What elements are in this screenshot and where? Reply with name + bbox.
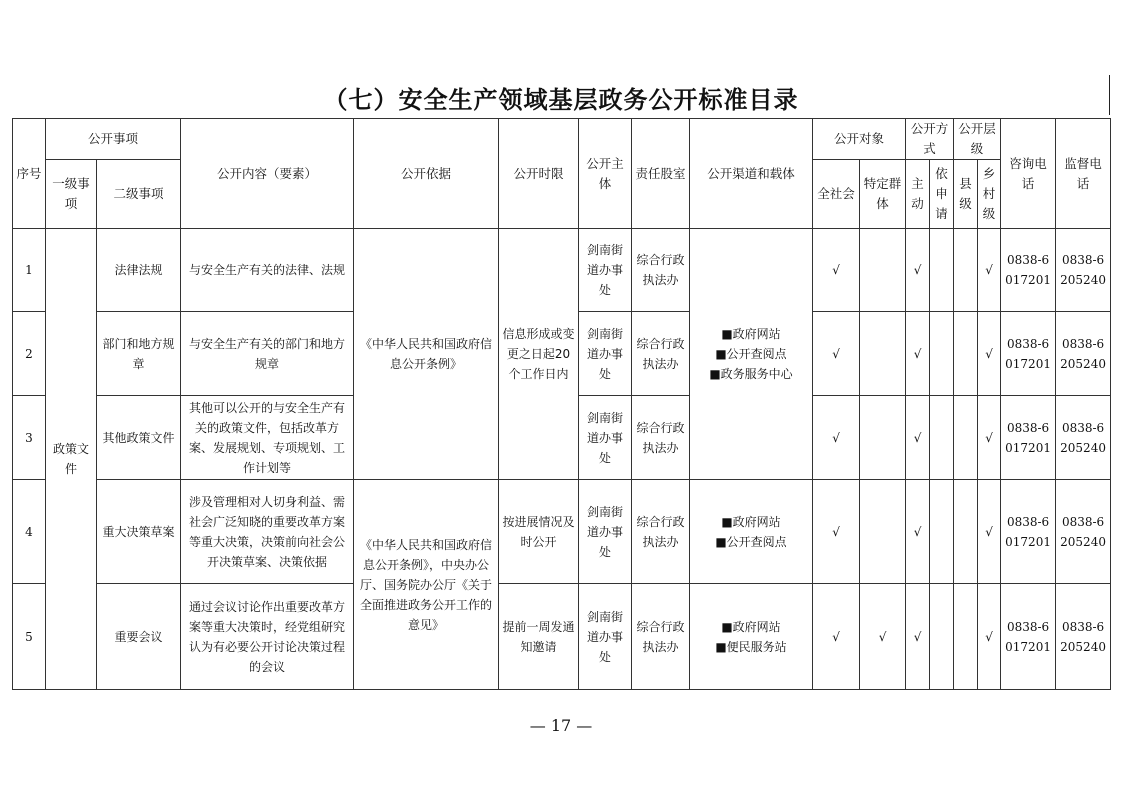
row-active: √ <box>906 229 930 312</box>
row-target-all: √ <box>813 312 860 396</box>
table-row <box>13 229 1111 312</box>
row-dept: 综合行政执法办 <box>632 229 690 312</box>
row-level2: 其他政策文件 <box>97 396 181 480</box>
row-level2: 重大决策草案 <box>97 480 181 584</box>
table-row <box>13 480 1111 584</box>
row-supervise-phone: 0838-6205240 <box>1056 229 1111 312</box>
header-level1: 一级事项 <box>46 160 97 229</box>
row-consult-phone: 0838-6017201 <box>1001 229 1056 312</box>
row-subject: 剑南街道办事处 <box>579 312 632 396</box>
basis-group-2: 《中华人民共和国政府信息公开条例》，中央办公厅、国务院办公厅《关于全面推进政务公开工作的意见》 <box>354 480 499 690</box>
row-village: √ <box>978 229 1001 312</box>
row-county <box>954 229 978 312</box>
row-active: √ <box>906 312 930 396</box>
row-seq: 5 <box>13 584 46 690</box>
row-county <box>954 312 978 396</box>
row-county <box>954 584 978 690</box>
channel-item: ■便民服务站 <box>715 639 787 654</box>
level1-item: 政策文件 <box>46 229 97 690</box>
row-subject: 剑南街道办事处 <box>579 396 632 480</box>
time-group-1: 信息形成或变更之日起20个工作日内 <box>499 229 579 480</box>
row-time-limit: 按进展情况及时公开 <box>499 480 579 584</box>
header-target-special: 特定群体 <box>860 160 906 229</box>
channel-item: ■公开查阅点 <box>715 534 787 549</box>
row-village: √ <box>978 312 1001 396</box>
channel-item: ■政务服务中心 <box>709 367 793 381</box>
row-target-special <box>860 312 906 396</box>
row-county <box>954 480 978 584</box>
row-consult-phone: 0838-6017201 <box>1001 480 1056 584</box>
channel-group-1 <box>690 229 813 480</box>
row-active: √ <box>906 480 930 584</box>
row-dept: 综合行政执法办 <box>632 584 690 690</box>
header-method: 公开方式 <box>906 119 954 160</box>
table-row <box>13 584 1111 690</box>
row-village: √ <box>978 396 1001 480</box>
row-dept: 综合行政执法办 <box>632 396 690 480</box>
row-supervise-phone: 0838-6205240 <box>1056 312 1111 396</box>
row-channel <box>690 584 813 690</box>
row-target-special <box>860 229 906 312</box>
header-basis: 公开依据 <box>354 119 499 229</box>
header-channel: 公开渠道和载体 <box>690 119 813 229</box>
row-seq: 3 <box>13 396 46 480</box>
header-gongkai-shixiang: 公开事项 <box>46 119 181 160</box>
header-level2: 二级事项 <box>97 160 181 229</box>
row-content: 涉及管理相对人切身利益、需社会广泛知晓的重要改革方案等重大决策，决策前向社会公开决策草案、决策依据 <box>181 480 354 584</box>
row-apply <box>930 480 954 584</box>
row-channel <box>690 480 813 584</box>
row-target-all: √ <box>813 480 860 584</box>
channel-item: ■政府网站 <box>721 514 781 529</box>
header-consult-phone: 咨询电话 <box>1001 119 1056 229</box>
row-level2: 部门和地方规章 <box>97 312 181 396</box>
page-number: — 17 — <box>529 716 593 735</box>
header-level: 公开层级 <box>954 119 1001 160</box>
row-apply <box>930 396 954 480</box>
row-apply <box>930 312 954 396</box>
row-dept: 综合行政执法办 <box>632 480 690 584</box>
header-target: 公开对象 <box>813 119 906 160</box>
row-subject: 剑南街道办事处 <box>579 584 632 690</box>
row-target-all: √ <box>813 229 860 312</box>
header-dept: 责任股室 <box>632 119 690 229</box>
row-consult-phone: 0838-6017201 <box>1001 584 1056 690</box>
row-target-all: √ <box>813 584 860 690</box>
row-subject: 剑南街道办事处 <box>579 480 632 584</box>
header-level-village: 乡村级 <box>978 160 1001 229</box>
row-target-all: √ <box>813 396 860 480</box>
row-supervise-phone: 0838-6205240 <box>1056 584 1111 690</box>
row-content: 与安全生产有关的法律、法规 <box>181 229 354 312</box>
channel-item: ■政府网站 <box>721 327 781 341</box>
catalog-table <box>12 118 1111 690</box>
row-apply <box>930 584 954 690</box>
basis-group-1: 《中华人民共和国政府信息公开条例》 <box>354 229 499 480</box>
row-village: √ <box>978 480 1001 584</box>
row-content: 与安全生产有关的部门和地方规章 <box>181 312 354 396</box>
row-county <box>954 396 978 480</box>
row-time-limit: 提前一周发通知邀请 <box>499 584 579 690</box>
channel-item: ■政府网站 <box>721 619 781 634</box>
header-time-limit: 公开时限 <box>499 119 579 229</box>
header-method-active: 主动 <box>906 160 930 229</box>
header-seq: 序号 <box>13 119 46 229</box>
row-supervise-phone: 0838-6205240 <box>1056 480 1111 584</box>
header-subject: 公开主体 <box>579 119 632 229</box>
page-title: （七）安全生产领域基层政务公开标准目录 <box>323 85 799 114</box>
header-content: 公开内容（要素） <box>181 119 354 229</box>
header-target-all: 全社会 <box>813 160 860 229</box>
row-consult-phone: 0838-6017201 <box>1001 312 1056 396</box>
row-seq: 4 <box>13 480 46 584</box>
row-consult-phone: 0838-6017201 <box>1001 396 1056 480</box>
row-level2: 法律法规 <box>97 229 181 312</box>
row-seq: 2 <box>13 312 46 396</box>
row-subject: 剑南街道办事处 <box>579 229 632 312</box>
row-active: √ <box>906 584 930 690</box>
header-supervise-phone: 监督电话 <box>1056 119 1111 229</box>
row-target-special <box>860 396 906 480</box>
row-target-special: √ <box>860 584 906 690</box>
row-content: 其他可以公开的与安全生产有关的政策文件，包括改革方案、发展规划、专项规划、工作计划等 <box>181 396 354 480</box>
row-dept: 综合行政执法办 <box>632 312 690 396</box>
row-apply <box>930 229 954 312</box>
row-supervise-phone: 0838-6205240 <box>1056 396 1111 480</box>
row-active: √ <box>906 396 930 480</box>
channel-item: ■公开查阅点 <box>715 347 787 361</box>
row-target-special <box>860 480 906 584</box>
row-seq: 1 <box>13 229 46 312</box>
row-content: 通过会议讨论作出重要改革方案等重大决策时，经党组研究认为有必要公开讨论决策过程的会议 <box>181 584 354 690</box>
header-level-county: 县级 <box>954 160 978 229</box>
header-method-apply: 依申请 <box>930 160 954 229</box>
row-level2: 重要会议 <box>97 584 181 690</box>
row-village: √ <box>978 584 1001 690</box>
